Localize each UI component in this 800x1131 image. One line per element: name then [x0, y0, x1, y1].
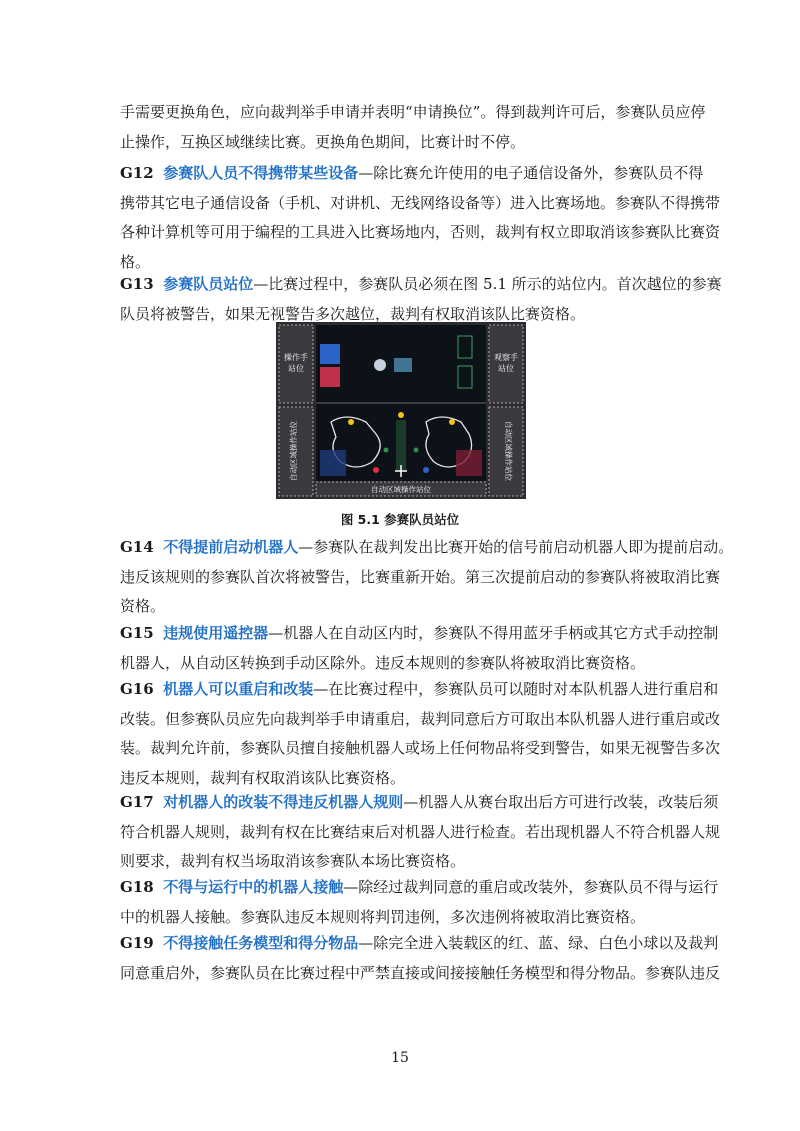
rule-title: 不得接触任务模型和得分物品: [163, 934, 359, 952]
text-line: 队员将被警告，如果无视警告多次越位，裁判有权取消该队比赛资格。: [120, 304, 586, 323]
text-line: 同意重启外，参赛队员在比赛过程中严禁直接或间接接触任务模型和得分物品。参赛队违反: [120, 963, 721, 982]
rule-id: G13: [120, 275, 154, 293]
text-line: 中的机器人接触。参赛队违反本规则将判罚违例，多次违例将被取消比赛资格。: [120, 907, 646, 926]
rule-text: —机器人在自动区内时，参赛队不得用蓝牙手柄或其它方式手动控制: [268, 624, 719, 642]
text-line: 违反本规则，裁判有权取消该队比赛资格。: [120, 768, 406, 787]
red-ball: [373, 467, 379, 473]
text-line: 各种计算机等可用于编程的工具进入比赛场地内，否则，裁判有权立即取消该参赛队比赛资: [120, 223, 721, 241]
operator-label-line1: 操作手: [284, 353, 308, 362]
auto-label-right: 自动区域操作站位: [504, 421, 513, 481]
rule-g17: [120, 788, 721, 877]
yellow-ball: [398, 412, 404, 418]
rule-id: G16: [120, 680, 154, 698]
rule-g16: [120, 675, 721, 793]
operator-label-line2: 站位: [288, 364, 304, 373]
rule-id: G19: [120, 934, 154, 952]
rule-id: G14: [120, 538, 154, 556]
rule-text: —除完全进入装载区的红、蓝、绿、白色小球以及裁判: [358, 934, 719, 952]
observer-label-line1: 观察手: [494, 353, 518, 362]
rule-g14: [120, 533, 734, 622]
figure-5-1: [276, 322, 526, 499]
blue-loading-zone: [320, 450, 346, 476]
rule-g15: [120, 619, 719, 678]
rule-g19: [120, 929, 721, 988]
text-line: 装。裁判允许前，参赛队员擅自接触机器人或场上任何物品将受到警告，如果无视警告多次: [120, 739, 721, 757]
center-ball: [374, 359, 386, 371]
rule-title: 不得提前启动机器人: [163, 538, 299, 556]
rule-g13: [120, 270, 722, 329]
center-lane: [396, 420, 406, 470]
rule-text: —在比赛过程中，参赛队员可以随时对本队机器人进行重启和: [313, 680, 719, 698]
rule-text: —比赛过程中，参赛队员必须在图 5.1 所示的站位内。首次越位的参赛: [253, 275, 722, 293]
rule-id: G17: [120, 793, 154, 811]
rule-g12: [120, 159, 721, 277]
green-ball: [414, 448, 419, 453]
rule-id: G15: [120, 624, 154, 642]
text-line: 格。: [120, 252, 151, 271]
text-line: 违反该规则的参赛队首次将被警告，比赛重新开始。第三次提前启动的参赛队将被取消比赛: [120, 567, 721, 586]
blue-zone: [320, 344, 340, 364]
text-line: 携带其它电子通信设备（手机、对讲机、无线网络设备等）进入比赛场地。参赛队不得携带: [120, 193, 721, 212]
rule-title: 参赛队员站位: [163, 275, 254, 293]
rule-title: 机器人可以重启和改装: [163, 680, 314, 698]
green-ball: [384, 448, 389, 453]
red-zone: [320, 367, 340, 387]
red-loading-zone: [456, 450, 482, 476]
continuation-paragraph: [120, 98, 706, 157]
rule-text: —机器人从赛台取出后方可进行改装，改装后须: [403, 793, 719, 811]
text-line: 符合机器人规则，裁判有权在比赛结束后对机器人进行检查。若出现机器人不符合机器人规: [120, 822, 721, 841]
text-line: 改装。但参赛队员应先向裁判举手申请重启，裁判同意后方可取出本队机器人进行重启或改: [120, 709, 721, 728]
text-line: 资格。: [120, 597, 166, 615]
rule-id: G18: [120, 878, 154, 896]
rule-id: G12: [120, 164, 154, 182]
rule-title: 参赛队人员不得携带某些设备: [163, 164, 359, 182]
yellow-ball: [449, 419, 455, 425]
rule-title: 违规使用遥控器: [163, 624, 269, 642]
text-line: 则要求，裁判有权当场取消该参赛队本场比赛资格。: [120, 852, 466, 870]
observer-label-line2: 站位: [498, 364, 514, 373]
blue-ball: [423, 467, 429, 473]
figure-caption: 图 5.1 参赛队员站位: [340, 512, 460, 527]
page-number: 15: [391, 1050, 409, 1066]
rule-g18: [120, 873, 719, 932]
rule-title: 对机器人的改装不得违反机器人规则: [163, 793, 404, 811]
field-layout-diagram: [276, 322, 526, 499]
auto-label-left: 自动区域操作站位: [289, 421, 298, 481]
text-line: 止操作，互换区域继续比赛。更换角色期间，比赛计时不停。: [120, 132, 526, 151]
text-line: 手需要更换角色，应向裁判举手申请并表明“申请换位”。得到裁判许可后，参赛队员应停: [120, 103, 706, 121]
rule-text: —参赛队在裁判发出比赛开始的信号前启动机器人即为提前启动。: [298, 538, 734, 556]
rule-text: —除比赛允许使用的电子通信设备外，参赛队员不得: [358, 164, 704, 182]
center-platform: [394, 358, 412, 372]
rule-text: —除经过裁判同意的重启或改装外，参赛队员不得与运行: [343, 878, 719, 896]
auto-label-bottom: 自动区域操作站位: [371, 485, 431, 494]
yellow-ball: [348, 419, 354, 425]
text-line: 机器人，从自动区转换到手动区除外。违反本规则的参赛队将被取消比赛资格。: [120, 653, 646, 672]
rule-title: 不得与运行中的机器人接触: [163, 878, 344, 896]
